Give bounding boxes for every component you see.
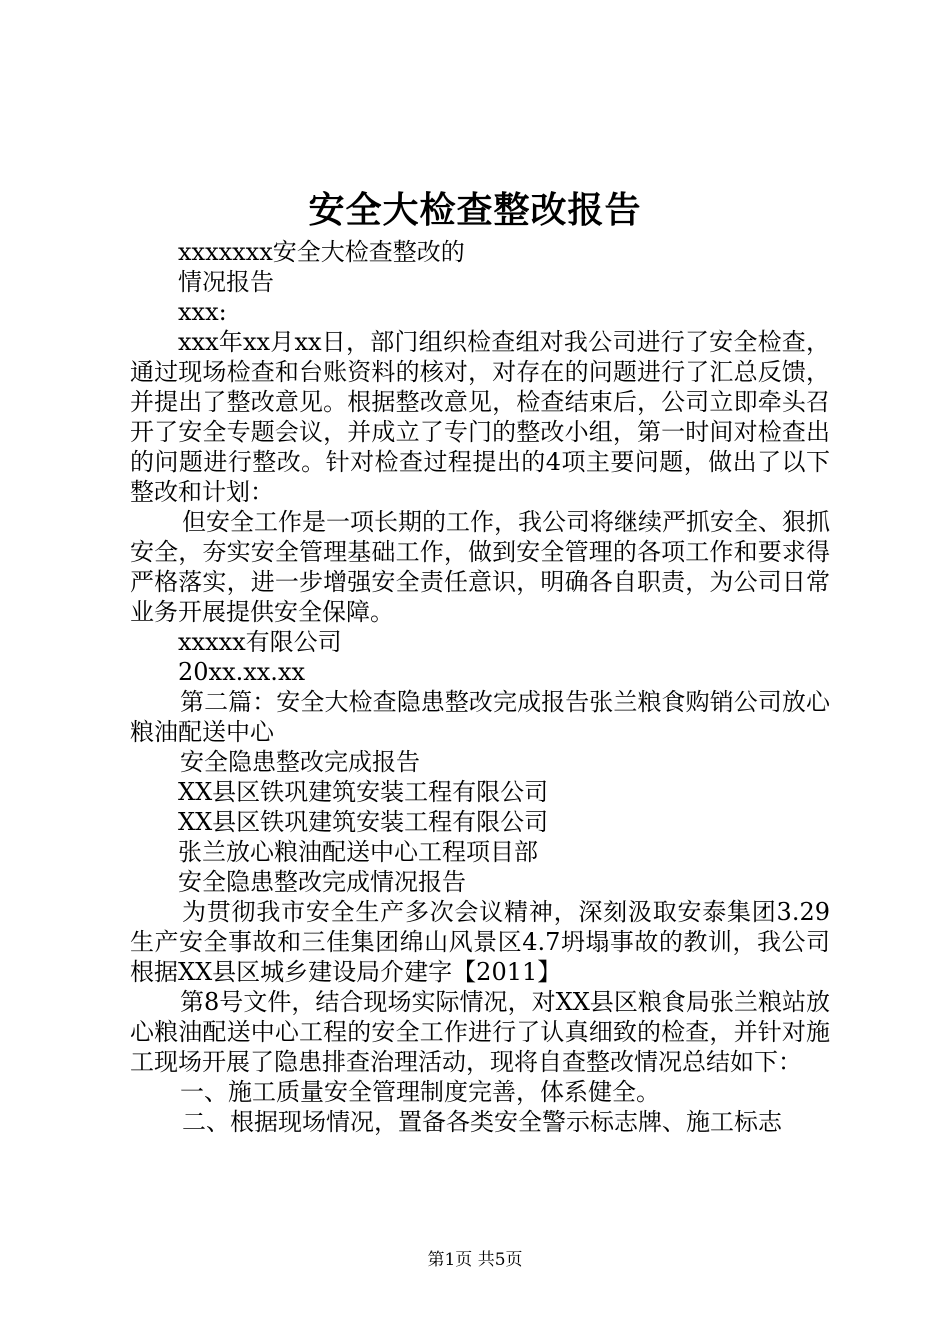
paragraph-background: 为贯彻我市安全生产多次会议精神，深刻汲取安泰集团3.29生产安全事故和三佳集团绵山风景区4.7坍塌事故的教训，我公司根据XX县区城乡建设局介建字【2011】 [130,898,830,986]
paragraph-project-department: 张兰放心粮油配送中心工程项目部 [178,838,538,866]
document-body [130,237,830,1137]
paragraph-item-one: 一、施工质量安全管理制度完善，体系健全。 [180,1078,660,1106]
paragraph-report-title: 安全隐患整改完成报告 [180,748,420,776]
paragraph-inspection-summary: xxx年xx月xx日，部门组织检查组对我公司进行了安全检查，通过现场检查和台账资料的核对，对存在的问题进行了汇总反馈，并提出了整改意见。根据整改意见，检查结束后，公司立即牵头召开了安全专题会议，并成立了专门的整改小组，第一时间对检查出的问题进行整改。针对检查过程提出的4项主要问题，做出了以下整改和计划： [130,328,830,506]
paragraph-company-name-2: XX县区铁巩建筑安装工程有限公司 [178,808,549,836]
paragraph-addressee-line-2: 情况报告 [178,268,274,296]
paragraph-company-name-1: XX县区铁巩建筑安装工程有限公司 [178,778,549,806]
paragraph-second-article-heading: 第二篇：安全大检查隐患整改完成报告张兰粮食购销公司放心粮油配送中心 [130,688,830,746]
paragraph-commitment: 但安全工作是一项长期的工作，我公司将继续严抓安全、狠抓安全，夯实安全管理基础工作，做到安全管理的各项工作和要求得严格落实，进一步增强安全责任意识，明确各自职责，为公司日常业务开展提供安全保障。 [130,508,830,626]
paragraph-addressee-line-1: xxxxxxx安全大检查整改的 [178,238,465,266]
paragraph-salutation: xxx: [178,298,227,326]
paragraph-company-signature: xxxxx有限公司 [178,628,342,656]
paragraph-status-report-title: 安全隐患整改完成情况报告 [178,868,466,896]
paragraph-date: 20xx.xx.xx [178,658,306,686]
paragraph-item-two: 二、根据现场情况，置备各类安全警示标志牌、施工标志 [182,1108,782,1136]
paragraph-inspection-details: 第8号文件，结合现场实际情况，对XX县区粮食局张兰粮站放心粮油配送中心工程的安全工作进行了认真细致的检查，并针对施工现场开展了隐患排查治理活动，现将自查整改情况总结如下： [130,988,830,1076]
page-number-footer: 第1页 共5页 [427,1250,523,1270]
document-title: 安全大检查整改报告 [308,189,642,231]
